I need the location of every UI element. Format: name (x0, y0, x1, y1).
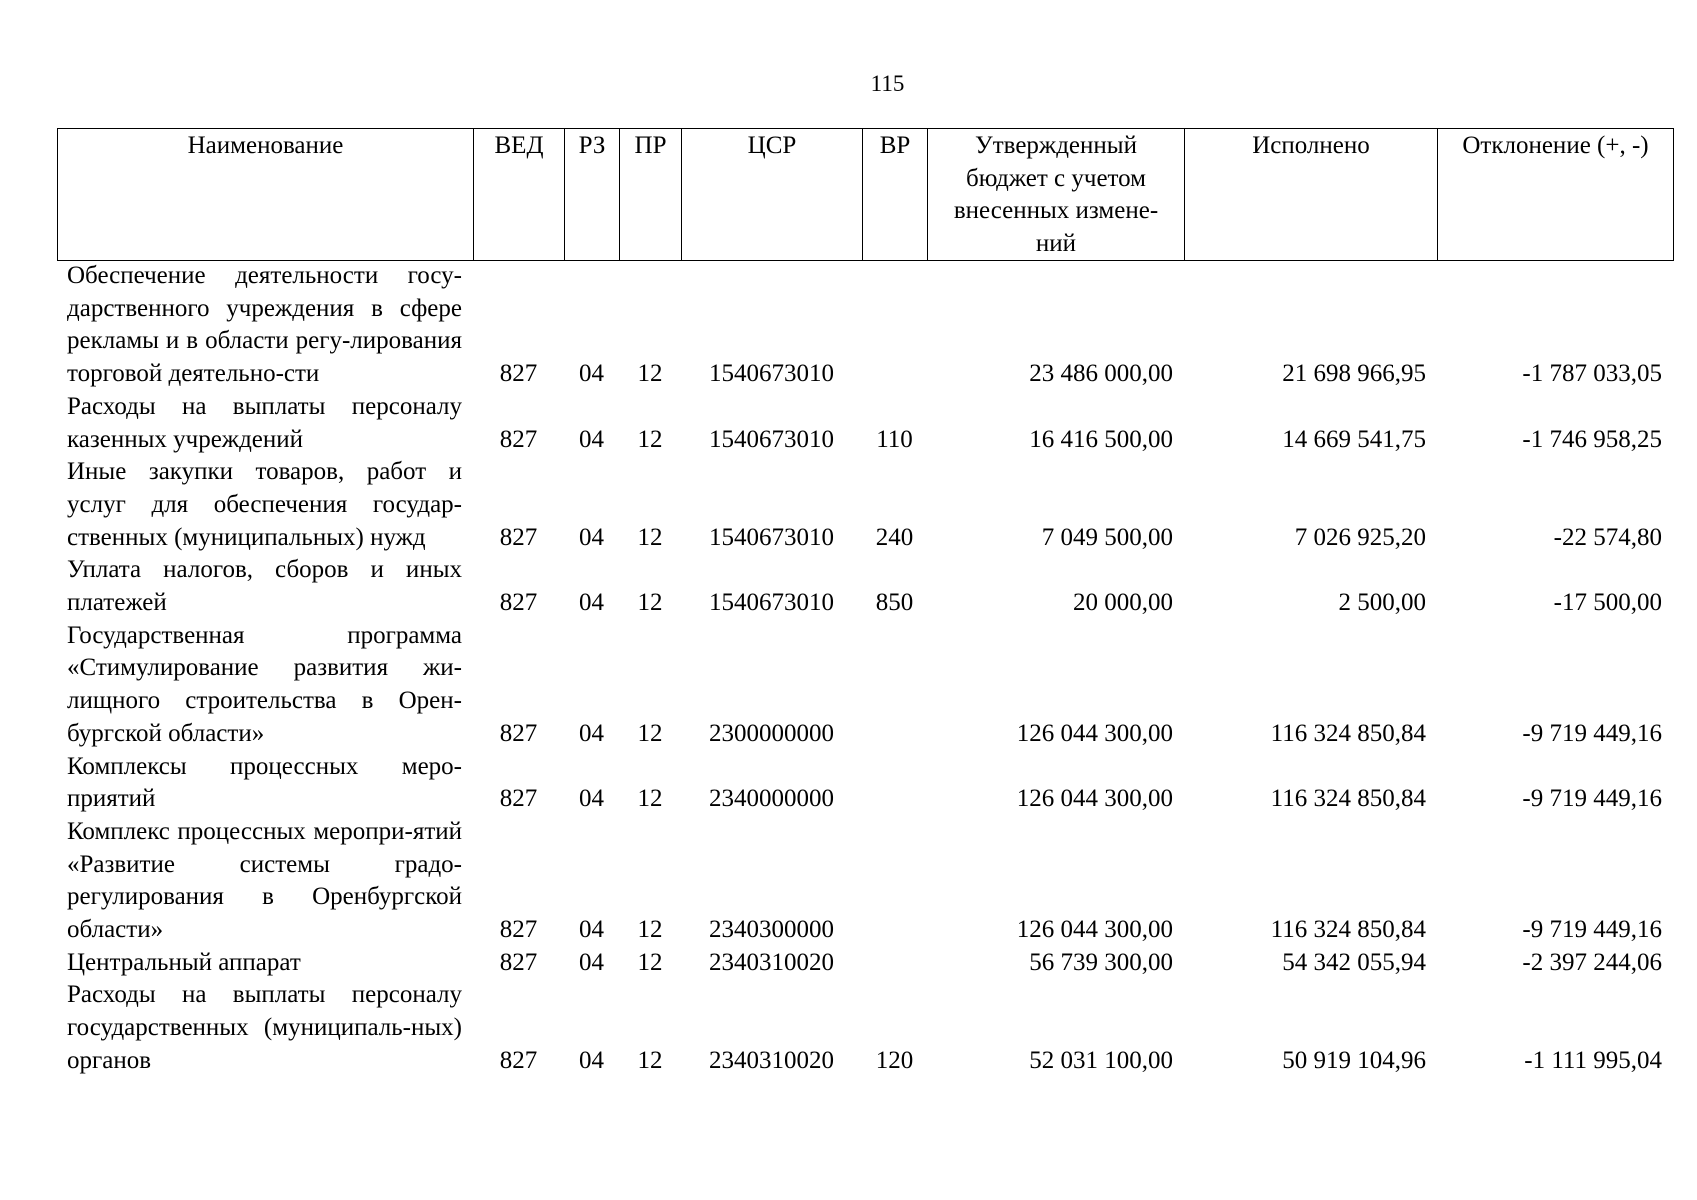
header-rz: РЗ (565, 129, 620, 261)
row-budget: 23 486 000,00 (1029, 360, 1173, 388)
row-deviation: -1 787 033,05 (1522, 360, 1662, 388)
row-rz: 04 (579, 589, 604, 617)
row-executed: 50 919 104,96 (1282, 1046, 1426, 1074)
row-csr: 1540673010 (709, 360, 834, 388)
row-pr: 12 (637, 1046, 663, 1074)
row-executed: 116 324 850,84 (1270, 719, 1426, 747)
row-deviation: -9 719 449,16 (1522, 916, 1662, 944)
row-pr: 12 (637, 785, 663, 813)
row-rz: 04 (579, 948, 604, 976)
row-vr: 240 (875, 523, 914, 551)
row-rz: 04 (579, 916, 604, 944)
row-executed: 7 026 925,20 (1294, 523, 1426, 551)
row-executed: 2 500,00 (1338, 589, 1426, 617)
page-number: 115 (870, 71, 905, 96)
row-name: Центральный аппарат (67, 948, 301, 976)
row-ved: 827 (499, 589, 538, 617)
row-rz: 04 (579, 425, 604, 453)
table-body (57, 260, 1673, 1078)
row-pr: 12 (637, 948, 663, 976)
row-deviation: -2 397 244,06 (1522, 948, 1662, 976)
table-row (57, 947, 1673, 980)
row-name: Расходы на выплаты персоналу государственных (муниципаль-ных) органов (67, 981, 462, 1074)
table-header (57, 128, 1674, 261)
header-budget: Утвержденный бюджет с учетом внесенных измене-ний (928, 129, 1185, 261)
row-deviation: -9 719 449,16 (1522, 719, 1662, 747)
row-ved: 827 (499, 425, 538, 453)
table-row (57, 979, 1673, 1077)
row-vr: 850 (875, 589, 914, 617)
table-row (57, 391, 1673, 456)
row-csr: 2340310020 (709, 1046, 834, 1074)
table-row (57, 751, 1673, 816)
row-csr: 1540673010 (709, 523, 834, 551)
row-ved: 827 (499, 719, 538, 747)
row-ved: 827 (499, 916, 538, 944)
table-row (57, 554, 1673, 619)
row-csr: 2300000000 (709, 719, 834, 747)
row-name: Уплата налогов, сборов и иных платежей (67, 556, 462, 617)
row-vr: 110 (876, 425, 913, 453)
header-name: Наименование (58, 129, 474, 261)
row-rz: 04 (579, 1046, 604, 1074)
header-pr: ПР (620, 129, 682, 261)
row-pr: 12 (637, 425, 663, 453)
table-row (57, 816, 1673, 947)
row-deviation: -22 574,80 (1553, 523, 1662, 551)
row-pr: 12 (637, 523, 663, 551)
row-executed: 14 669 541,75 (1282, 425, 1426, 453)
row-csr: 2340000000 (709, 785, 834, 813)
row-rz: 04 (579, 719, 604, 747)
row-executed: 116 324 850,84 (1270, 785, 1426, 813)
row-budget: 16 416 500,00 (1029, 425, 1173, 453)
row-name: Государственная программа «Стимулирование развития жи-лищного строительства в Орен-бургской области» (67, 621, 462, 747)
table-row (57, 620, 1673, 751)
row-name: Комплексы процессных меро-приятий (67, 752, 462, 813)
row-deviation: -1 746 958,25 (1522, 425, 1662, 453)
row-ved: 827 (499, 785, 538, 813)
row-executed: 54 342 055,94 (1282, 948, 1426, 976)
row-vr (862, 947, 927, 980)
row-csr: 1540673010 (709, 425, 834, 453)
row-name: Комплекс процессных меропри-ятий «Развитие системы градо-регулирования в Оренбургской области» (67, 817, 462, 944)
row-executed: 21 698 966,95 (1282, 360, 1426, 388)
row-budget: 126 044 300,00 (1016, 785, 1173, 813)
header-vr: ВР (863, 129, 928, 261)
row-pr: 12 (637, 360, 663, 388)
row-name: Расходы на выплаты персоналу казенных учреждений (67, 392, 462, 453)
row-budget: 7 049 500,00 (1041, 523, 1173, 551)
row-budget: 126 044 300,00 (1016, 719, 1173, 747)
row-rz: 04 (579, 785, 604, 813)
row-ved: 827 (499, 360, 538, 388)
header-executed: Исполнено (1185, 129, 1438, 261)
header-deviation: Отклонение (+, -) (1438, 129, 1674, 261)
row-csr: 2340310020 (709, 948, 834, 976)
row-budget: 56 739 300,00 (1029, 948, 1173, 976)
row-ved: 827 (499, 1046, 538, 1074)
row-executed: 116 324 850,84 (1270, 916, 1426, 944)
row-budget: 126 044 300,00 (1016, 916, 1173, 944)
row-name: Обеспечение деятельности госу-дарственного учреждения в сфере рекламы и в области регу-лирования торговой деятельно-сти (67, 262, 462, 388)
row-csr: 2340300000 (709, 916, 834, 944)
table-row (57, 260, 1673, 391)
row-vr: 120 (875, 1046, 914, 1074)
header-csr: ЦСР (682, 129, 863, 261)
row-vr (862, 816, 927, 947)
row-name: Иные закупки товаров, работ и услуг для обеспечения государ-ственных (муниципальных) нужд (67, 458, 462, 551)
table-row (57, 456, 1673, 554)
row-deviation: -17 500,00 (1553, 589, 1662, 617)
row-vr (862, 620, 927, 751)
row-pr: 12 (637, 589, 663, 617)
row-deviation: -1 111 995,04 (1524, 1046, 1662, 1074)
row-ved: 827 (499, 523, 538, 551)
row-ved: 827 (499, 948, 538, 976)
row-pr: 12 (637, 916, 663, 944)
row-budget: 52 031 100,00 (1029, 1046, 1173, 1074)
row-rz: 04 (579, 360, 604, 388)
row-csr: 1540673010 (709, 589, 834, 617)
header-ved: ВЕД (474, 129, 565, 261)
row-rz: 04 (579, 523, 604, 551)
row-vr (862, 260, 927, 391)
row-pr: 12 (637, 719, 663, 747)
row-vr (862, 751, 927, 816)
row-budget: 20 000,00 (1073, 589, 1173, 617)
row-deviation: -9 719 449,16 (1522, 785, 1662, 813)
